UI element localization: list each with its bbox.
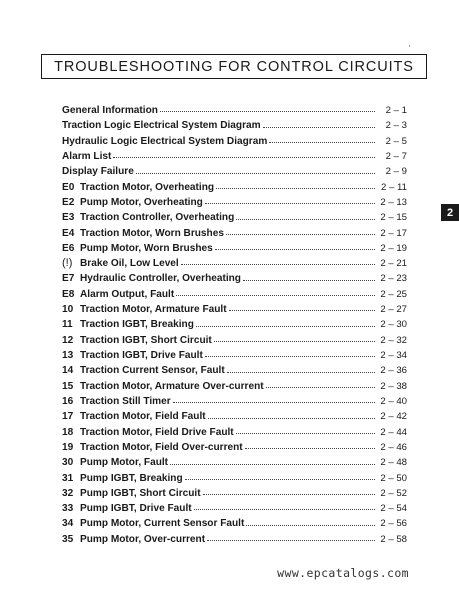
toc-entry-page: 2 – 42: [380, 411, 407, 423]
toc-entry[interactable]: [62, 241, 407, 256]
toc-entry-page: 2 – 50: [380, 472, 407, 484]
toc-entry-code: 13: [62, 350, 74, 361]
toc-entry[interactable]: [62, 394, 407, 409]
toc-entry-page: 2 – 34: [380, 350, 407, 361]
toc-entry[interactable]: [62, 195, 407, 210]
toc-entry-code: 11: [62, 319, 73, 331]
toc-entry-label: Hydraulic Controller, Overheating: [80, 273, 241, 285]
toc-entry-code: E8: [62, 288, 75, 300]
dot-leader: [170, 464, 375, 465]
toc-entry[interactable]: [62, 149, 407, 164]
toc-entry[interactable]: [62, 180, 407, 195]
website-watermark: www.epcatalogs.com: [277, 566, 409, 580]
toc-entry-code: 30: [62, 457, 74, 469]
toc-entry-code: 16: [62, 395, 74, 407]
toc-entry-page: 2 – 25: [380, 288, 407, 300]
toc-entry-code: 12: [62, 334, 74, 346]
toc-entry-code: E2: [62, 196, 75, 208]
toc-entry-code: E7: [62, 273, 75, 285]
toc-entry-page: 2 – 38: [380, 380, 407, 392]
dot-leader: [216, 188, 375, 189]
toc-entry-page: 2 – 58: [380, 533, 407, 545]
toc-entry-label: Display Failure: [62, 166, 134, 178]
toc-entry-label: General Information: [62, 105, 158, 116]
toc-entry[interactable]: [62, 271, 407, 286]
toc-entry[interactable]: [62, 164, 407, 179]
dot-leader: [245, 448, 375, 449]
toc-entry-label: Traction IGBT, Drive Fault: [80, 350, 203, 361]
toc-entry-label: Traction Motor, Armature Fault: [80, 304, 227, 316]
toc-entry-code: 17: [62, 411, 74, 423]
page-title: TROUBLESHOOTING FOR CONTROL CIRCUITS: [54, 58, 414, 75]
toc-entry[interactable]: [62, 425, 407, 440]
toc-entry-label: Pump IGBT, Drive Fault: [80, 503, 192, 515]
toc-entry-page: 2 – 23: [380, 273, 407, 285]
dot-leader: [194, 509, 375, 510]
toc-entry-label: Traction Motor, Field Over-current: [80, 441, 243, 453]
dot-leader: [226, 234, 375, 235]
dot-leader: [214, 341, 375, 342]
toc-entry[interactable]: [62, 302, 407, 317]
toc-entry-code: 35: [62, 533, 74, 545]
toc-entry-code: 31: [62, 472, 74, 484]
dot-leader: [229, 310, 375, 311]
toc-entry-code: E6: [62, 242, 75, 254]
toc-entry-page: 2 – 1: [385, 105, 407, 116]
toc-entry-code: E4: [62, 227, 75, 239]
toc-entry-page: 2 – 13: [380, 196, 407, 208]
dot-leader: [160, 111, 375, 112]
toc-entry-code: 14: [62, 365, 74, 377]
toc-entry-code: 10: [62, 304, 74, 316]
toc-entry-code: 19: [62, 441, 74, 453]
toc-entry-page: 2 – 30: [380, 319, 407, 331]
toc-entry[interactable]: [62, 440, 407, 455]
dot-leader: [173, 402, 375, 403]
toc-entry-label: Pump Motor, Over-current: [80, 533, 206, 545]
toc-entry-code: 32: [62, 487, 74, 499]
dot-leader: [207, 540, 375, 541]
toc-entry-code: E3: [62, 212, 75, 224]
dot-leader: [208, 418, 375, 419]
toc-entry[interactable]: [62, 134, 407, 149]
dot-leader: [176, 295, 375, 296]
toc-entry-page: 2 – 40: [380, 395, 407, 407]
toc-entry-page: 2 – 19: [380, 242, 407, 254]
toc-entry[interactable]: [62, 532, 407, 547]
dot-leader: [136, 173, 375, 174]
toc-entry-page: 2 – 7: [385, 150, 407, 162]
toc-entry-code: E0: [62, 181, 75, 193]
dot-leader: [266, 387, 375, 388]
toc-entry-page: 2 – 15: [380, 212, 407, 224]
dot-leader: [203, 494, 375, 495]
toc-entry-label: Traction IGBT, Short Circuit: [80, 334, 212, 346]
toc-entry[interactable]: [62, 363, 407, 378]
toc-entry-code: 33: [62, 503, 74, 515]
dot-leader: [185, 479, 375, 480]
dot-leader: [181, 264, 375, 265]
toc-entry-label: Traction Controller, Overheating: [80, 212, 235, 224]
toc-entry-page: 2 – 32: [380, 334, 407, 346]
toc-entry[interactable]: [62, 348, 407, 363]
toc-entry-label: Traction Motor, Field Drive Fault: [80, 426, 234, 438]
toc-entry-label: Brake Oil, Low Level: [80, 258, 179, 270]
dot-leader: [263, 127, 375, 128]
table-of-contents: [62, 103, 407, 547]
toc-entry-page: 2 – 54: [380, 503, 407, 515]
chapter-tab-label: 2: [446, 206, 454, 219]
toc-entry[interactable]: [62, 317, 407, 332]
dot-leader: [236, 433, 375, 434]
toc-entry-label: Pump Motor, Worn Brushes: [80, 242, 213, 254]
warning-circle-icon: (!): [62, 257, 73, 270]
toc-entry-label: Traction Still Timer: [80, 395, 171, 407]
toc-entry[interactable]: [62, 226, 407, 241]
toc-entry-page: 2 – 11: [381, 181, 407, 193]
toc-entry-label: Traction Logic Electrical System Diagram: [62, 120, 261, 132]
dot-leader: [205, 356, 375, 357]
toc-entry-page: 2 – 52: [380, 487, 407, 499]
toc-entry[interactable]: [62, 333, 407, 348]
section-title-box: [41, 54, 427, 79]
toc-entry-page: 2 – 9: [385, 166, 407, 178]
corner-mark: ': [409, 44, 411, 53]
dot-leader: [227, 372, 375, 373]
dot-leader: [236, 219, 375, 220]
toc-entry-label: Traction Motor, Field Fault: [80, 411, 206, 423]
dot-leader: [215, 249, 375, 250]
toc-entry-page: 2 – 27: [380, 304, 407, 316]
toc-entry-page: 2 – 56: [380, 518, 407, 530]
dot-leader: [113, 157, 375, 158]
toc-entry[interactable]: [62, 256, 407, 271]
toc-entry[interactable]: [62, 379, 407, 394]
toc-entry[interactable]: [62, 455, 407, 470]
toc-entry-page: 2 – 5: [385, 135, 407, 147]
toc-entry-page: 2 – 36: [380, 365, 407, 377]
toc-entry-label: Traction IGBT, Breaking: [80, 319, 194, 331]
toc-entry-page: 2 – 44: [380, 426, 407, 438]
dot-leader: [205, 203, 375, 204]
toc-entry[interactable]: [62, 118, 407, 133]
toc-entry-page: 2 – 21: [380, 258, 407, 270]
toc-entry[interactable]: [62, 471, 407, 486]
toc-entry-label: Alarm Output, Fault: [80, 288, 175, 300]
toc-entry-label: Traction Motor, Overheating: [80, 181, 215, 193]
toc-entry-label: Pump Motor, Current Sensor Fault: [80, 518, 245, 530]
toc-entry[interactable]: [62, 210, 407, 225]
chapter-tab: [441, 204, 459, 221]
toc-entry[interactable]: [62, 501, 407, 516]
dot-leader: [246, 525, 375, 526]
toc-entry-label: Traction Motor, Armature Over-current: [80, 380, 264, 392]
toc-entry-page: 2 – 48: [380, 457, 407, 469]
toc-entry[interactable]: [62, 516, 407, 531]
toc-entry-code: 18: [62, 426, 74, 438]
dot-leader: [269, 142, 375, 143]
toc-entry-label: Hydraulic Logic Electrical System Diagram: [62, 135, 268, 147]
toc-entry[interactable]: [62, 486, 407, 501]
dot-leader: [243, 280, 375, 281]
toc-entry[interactable]: [62, 287, 407, 302]
toc-entry-label: Traction Current Sensor, Fault: [80, 365, 225, 377]
toc-entry-code: 34: [62, 518, 74, 530]
toc-entry[interactable]: [62, 103, 407, 118]
toc-entry-code: 15: [62, 380, 74, 392]
toc-entry-label: Pump Motor, Fault: [80, 457, 169, 469]
toc-entry-page: 2 – 3: [385, 120, 407, 132]
toc-entry-label: Traction Motor, Worn Brushes: [80, 227, 224, 239]
toc-entry-label: Pump IGBT, Short Circuit: [80, 487, 201, 499]
toc-entry[interactable]: [62, 409, 407, 424]
dot-leader: [196, 326, 375, 327]
toc-entry-page: 2 – 46: [380, 441, 407, 453]
toc-entry-label: Alarm List: [62, 150, 112, 162]
toc-entry-label: Pump IGBT, Breaking: [80, 472, 183, 484]
toc-entry-label: Pump Motor, Overheating: [80, 196, 203, 208]
toc-entry-page: 2 – 17: [380, 227, 407, 239]
